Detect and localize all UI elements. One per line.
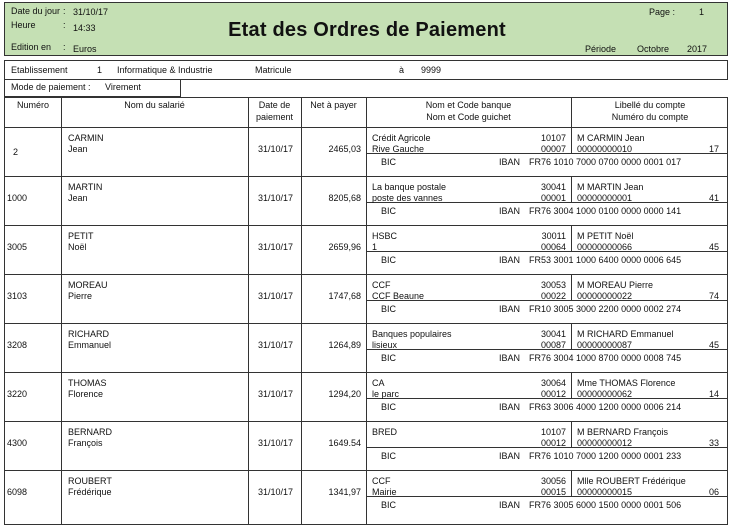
iban-value: FR76 3005 6000 1500 0000 0001 506 bbox=[529, 500, 682, 510]
employee-firstname: Emmanuel bbox=[68, 340, 112, 350]
time-value: 14:33 bbox=[73, 23, 96, 33]
account-key: 45 bbox=[708, 242, 719, 252]
date-separator: : bbox=[63, 6, 66, 16]
branch-code: 00064 bbox=[540, 242, 566, 252]
page-number: 1 bbox=[699, 7, 705, 17]
payment-date: 31/10/17 bbox=[258, 389, 294, 399]
employee-number: 2 bbox=[13, 147, 19, 157]
matricule-label: Matricule bbox=[255, 65, 292, 75]
page-label: Page : bbox=[649, 7, 676, 17]
bank-name: CA bbox=[372, 378, 385, 388]
col-header-banque: Nom et Code banque bbox=[425, 100, 512, 110]
bic-label: BIC bbox=[381, 157, 397, 167]
matricule-to: à bbox=[399, 65, 405, 75]
payment-date: 31/10/17 bbox=[258, 487, 294, 497]
iban-label: IBAN bbox=[499, 402, 521, 412]
employee-name: MOREAU bbox=[68, 280, 108, 290]
col-divider bbox=[571, 176, 572, 202]
account-key: 17 bbox=[708, 144, 719, 154]
edition-label: Edition en bbox=[11, 42, 52, 52]
employee-number: 3103 bbox=[7, 291, 28, 301]
bank-code: 10107 bbox=[540, 133, 566, 143]
bank-name: Banques populaires bbox=[372, 329, 452, 339]
iban-label: IBAN bbox=[499, 304, 521, 314]
account-label: M BERNARD François bbox=[577, 427, 669, 437]
branch-name: poste des vannes bbox=[372, 193, 443, 203]
employee-number: 4300 bbox=[7, 438, 28, 448]
account-number: 00000000087 bbox=[577, 340, 633, 350]
date-value: 31/10/17 bbox=[73, 7, 109, 17]
iban-value: FR76 1010 7000 1200 0000 0001 233 bbox=[529, 451, 682, 461]
establishment-box bbox=[4, 60, 728, 80]
employee-firstname: Jean bbox=[68, 144, 88, 154]
row-divider bbox=[5, 372, 727, 373]
net-amount: 1264,89 bbox=[328, 340, 361, 350]
account-label: Mme THOMAS Florence bbox=[577, 378, 676, 388]
iban-value: FR53 3001 1000 6400 0000 0006 645 bbox=[529, 255, 682, 265]
etab-label: Etablissement bbox=[11, 65, 68, 75]
account-number: 00000000066 bbox=[577, 242, 633, 252]
col-divider bbox=[366, 98, 367, 524]
col-divider bbox=[571, 421, 572, 447]
bic-label: BIC bbox=[381, 353, 397, 363]
bank-name: HSBC bbox=[372, 231, 398, 241]
period-month: Octobre bbox=[637, 44, 670, 54]
payment-date: 31/10/17 bbox=[258, 438, 294, 448]
bank-code: 30041 bbox=[540, 329, 566, 339]
account-number: 00000000001 bbox=[577, 193, 633, 203]
net-amount: 8205,68 bbox=[328, 193, 361, 203]
employee-name: PETIT bbox=[68, 231, 94, 241]
col-header-numero: Numéro bbox=[16, 100, 49, 110]
bank-code: 30011 bbox=[541, 231, 566, 241]
col-header-compte: Numéro du compte bbox=[611, 112, 689, 122]
etab-name: Informatique & Industrie bbox=[117, 65, 213, 75]
bic-label: BIC bbox=[381, 500, 397, 510]
bank-name: La banque postale bbox=[372, 182, 447, 192]
branch-code: 00012 bbox=[540, 389, 566, 399]
col-divider bbox=[571, 470, 572, 496]
account-number: 00000000012 bbox=[577, 438, 633, 448]
net-amount: 1341,97 bbox=[328, 487, 361, 497]
iban-value: FR76 3004 1000 8700 0000 0008 745 bbox=[529, 353, 682, 363]
col-divider bbox=[571, 372, 572, 398]
bank-code: 10107 bbox=[540, 427, 566, 437]
bic-label: BIC bbox=[381, 206, 397, 216]
account-number: 00000000015 bbox=[577, 487, 633, 497]
bic-label: BIC bbox=[381, 255, 397, 265]
net-amount: 1294,20 bbox=[328, 389, 361, 399]
account-label: M MOREAU Pierre bbox=[577, 280, 654, 290]
account-key: 06 bbox=[708, 487, 719, 497]
employee-firstname: Jean bbox=[68, 193, 88, 203]
row-divider bbox=[5, 470, 727, 471]
branch-name: le parc bbox=[372, 389, 400, 399]
col-divider bbox=[571, 323, 572, 349]
bank-name: Crédit Agricole bbox=[372, 133, 431, 143]
row-divider bbox=[5, 176, 727, 177]
employee-name: THOMAS bbox=[68, 378, 107, 388]
bic-label: BIC bbox=[381, 304, 397, 314]
col-header-nom: Nom du salarié bbox=[124, 100, 185, 110]
report-header bbox=[4, 2, 728, 56]
time-separator: : bbox=[63, 20, 66, 30]
net-amount: 2465,03 bbox=[328, 144, 361, 154]
time-label: Heure bbox=[11, 20, 36, 30]
col-divider bbox=[61, 98, 62, 524]
bank-code: 30041 bbox=[540, 182, 566, 192]
employee-number: 1000 bbox=[7, 193, 28, 203]
iban-value: FR10 3005 3000 2200 0000 0002 274 bbox=[529, 304, 682, 314]
net-amount: 2659,96 bbox=[328, 242, 361, 252]
iban-label: IBAN bbox=[499, 255, 521, 265]
date-label: Date du jour bbox=[11, 6, 61, 16]
net-amount: 1649.54 bbox=[328, 438, 361, 448]
employee-name: ROUBERT bbox=[68, 476, 112, 486]
branch-name: Rive Gauche bbox=[372, 144, 425, 154]
branch-code: 00087 bbox=[540, 340, 566, 350]
employee-firstname: Noël bbox=[68, 242, 87, 252]
branch-name: Mairie bbox=[372, 487, 397, 497]
row-divider bbox=[5, 323, 727, 324]
employee-number: 3005 bbox=[7, 242, 28, 252]
matricule-value: 9999 bbox=[421, 65, 442, 75]
row-divider bbox=[5, 225, 727, 226]
account-key: 14 bbox=[708, 389, 719, 399]
edition-separator: : bbox=[63, 42, 66, 52]
col-divider bbox=[571, 225, 572, 251]
branch-code: 00007 bbox=[540, 144, 566, 154]
bic-label: BIC bbox=[381, 402, 397, 412]
account-key: 41 bbox=[708, 193, 719, 203]
iban-value: FR76 3004 1000 0100 0000 0000 141 bbox=[529, 206, 682, 216]
account-key: 74 bbox=[708, 291, 719, 301]
period-label: Période bbox=[585, 44, 617, 54]
account-label: Mlle ROUBERT Frédérique bbox=[577, 476, 686, 486]
account-label: M PETIT Noël bbox=[577, 231, 634, 241]
account-label: M RICHARD Emmanuel bbox=[577, 329, 674, 339]
payment-date: 31/10/17 bbox=[258, 340, 294, 350]
branch-name: lisieux bbox=[372, 340, 398, 350]
account-key: 33 bbox=[708, 438, 719, 448]
branch-code: 00022 bbox=[540, 291, 566, 301]
employee-name: BERNARD bbox=[68, 427, 113, 437]
iban-value: FR63 3006 4000 1200 0000 0006 214 bbox=[529, 402, 682, 412]
account-label: M MARTIN Jean bbox=[577, 182, 644, 192]
bank-code: 30056 bbox=[540, 476, 566, 486]
report-title: Etat des Ordres de Paiement bbox=[228, 19, 506, 41]
iban-label: IBAN bbox=[499, 500, 521, 510]
iban-label: IBAN bbox=[499, 206, 521, 216]
employee-name: RICHARD bbox=[68, 329, 110, 339]
payment-date: 31/10/17 bbox=[258, 144, 294, 154]
payment-date: 31/10/17 bbox=[258, 193, 294, 203]
branch-code: 00001 bbox=[540, 193, 566, 203]
employee-number: 3208 bbox=[7, 340, 28, 350]
period-year: 2017 bbox=[687, 44, 708, 54]
branch-name: 1 bbox=[372, 242, 378, 252]
payment-mode-box bbox=[4, 80, 181, 97]
col-divider bbox=[571, 127, 572, 153]
employee-number: 6098 bbox=[7, 487, 28, 497]
bank-name: CCF bbox=[372, 280, 391, 290]
branch-code: 00015 bbox=[540, 487, 566, 497]
account-label: M CARMIN Jean bbox=[577, 133, 645, 143]
iban-label: IBAN bbox=[499, 157, 521, 167]
mode-value: Virement bbox=[105, 82, 141, 92]
row-divider bbox=[5, 274, 727, 275]
col-header-date-2: paiement bbox=[255, 112, 294, 122]
branch-code: 00012 bbox=[540, 438, 566, 448]
employee-firstname: Pierre bbox=[68, 291, 93, 301]
iban-label: IBAN bbox=[499, 353, 521, 363]
edition-value: Euros bbox=[73, 44, 97, 54]
iban-value: FR76 1010 7000 0700 0000 0001 017 bbox=[529, 157, 682, 167]
header-divider bbox=[5, 127, 727, 128]
col-divider bbox=[301, 98, 302, 524]
account-number: 00000000062 bbox=[577, 389, 633, 399]
employee-firstname: Frédérique bbox=[68, 487, 112, 497]
payment-date: 31/10/17 bbox=[258, 291, 294, 301]
bank-code: 30064 bbox=[540, 378, 566, 388]
employee-number: 3220 bbox=[7, 389, 28, 399]
account-key: 45 bbox=[708, 340, 719, 350]
payment-table bbox=[4, 97, 728, 525]
employee-firstname: Florence bbox=[68, 389, 104, 399]
iban-label: IBAN bbox=[499, 451, 521, 461]
col-header-guichet: Nom et Code guichet bbox=[426, 112, 511, 122]
col-header-net: Net à payer bbox=[310, 100, 357, 110]
net-amount: 1747,68 bbox=[328, 291, 361, 301]
employee-name: CARMIN bbox=[68, 133, 104, 143]
bank-name: BRED bbox=[372, 427, 398, 437]
payment-date: 31/10/17 bbox=[258, 242, 294, 252]
account-number: 00000000022 bbox=[577, 291, 633, 301]
bic-label: BIC bbox=[381, 451, 397, 461]
etab-number: 1 bbox=[97, 65, 103, 75]
mode-label: Mode de paiement : bbox=[11, 82, 91, 92]
bank-code: 30053 bbox=[540, 280, 566, 290]
account-number: 00000000010 bbox=[577, 144, 633, 154]
employee-firstname: François bbox=[68, 438, 103, 448]
col-divider bbox=[571, 274, 572, 300]
col-header-date-1: Date de bbox=[258, 100, 291, 110]
row-divider bbox=[5, 421, 727, 422]
bank-name: CCF bbox=[372, 476, 391, 486]
branch-name: CCF Beaune bbox=[372, 291, 425, 301]
employee-name: MARTIN bbox=[68, 182, 103, 192]
col-header-libelle: Libellé du compte bbox=[614, 100, 686, 110]
col-divider bbox=[248, 98, 249, 524]
